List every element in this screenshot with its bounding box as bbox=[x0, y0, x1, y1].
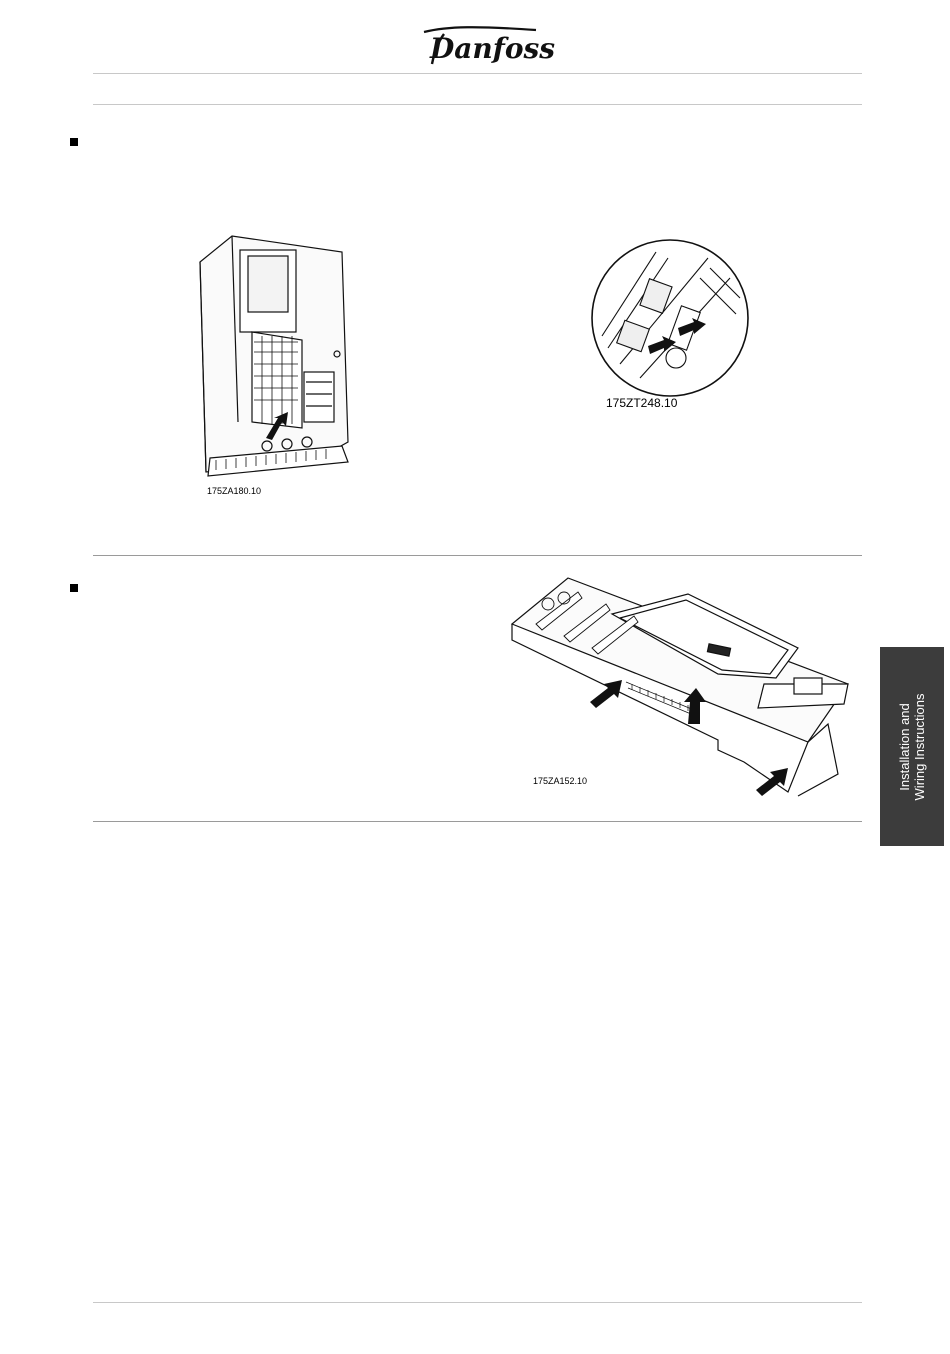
danfoss-logo bbox=[418, 24, 556, 68]
figure-code-175ZA152: 175ZA152.10 bbox=[533, 776, 588, 786]
control-board-illustration bbox=[508, 574, 854, 796]
section-bullet bbox=[70, 138, 78, 146]
logo-wordmark: Danfoss bbox=[430, 32, 556, 65]
drive-unit-illustration bbox=[192, 232, 362, 480]
side-tab-line1: Installation and bbox=[897, 702, 912, 791]
header-rule-top bbox=[93, 73, 862, 74]
detail-circle-illustration bbox=[590, 238, 750, 398]
logo-graphic bbox=[418, 24, 556, 68]
section-divider bbox=[93, 555, 862, 556]
figure-code-175ZA180: 175ZA180.10 bbox=[207, 486, 262, 496]
side-tab-line2: Wiring Instructions bbox=[912, 693, 927, 800]
figure-code-175ZT248: 175ZT248.10 bbox=[606, 396, 678, 410]
footer-rule bbox=[93, 1302, 862, 1303]
section-divider bbox=[93, 821, 862, 822]
chapter-side-tab bbox=[880, 647, 944, 846]
side-tab-text bbox=[897, 693, 927, 800]
header-rule-bottom bbox=[93, 104, 862, 105]
section-bullet bbox=[70, 584, 78, 592]
